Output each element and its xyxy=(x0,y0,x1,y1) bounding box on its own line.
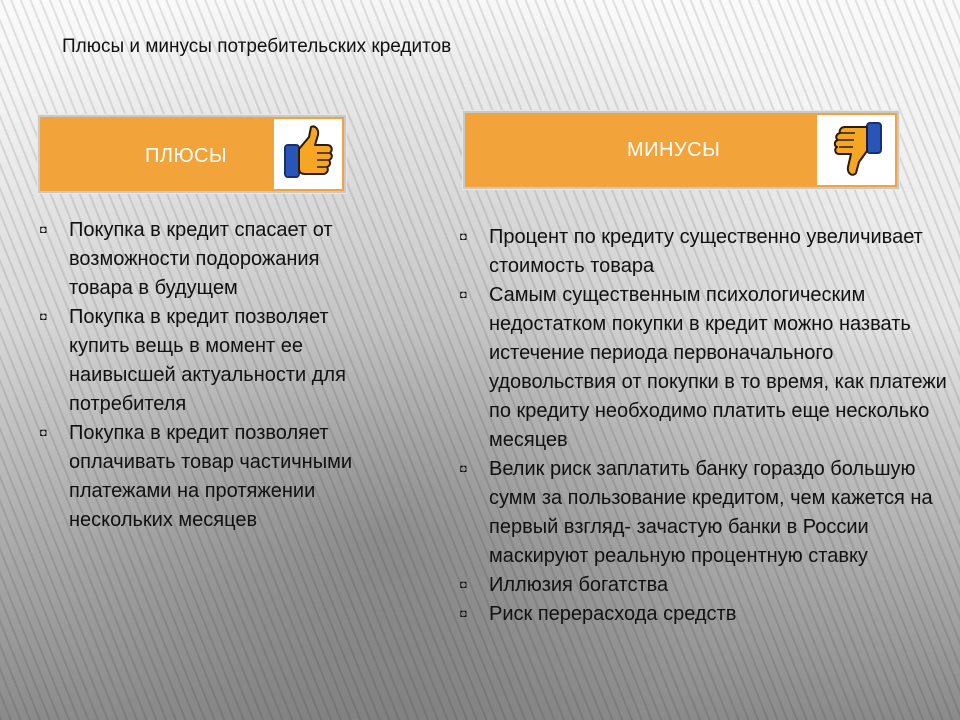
bullet-icon: ◘ xyxy=(460,231,467,243)
list-item xyxy=(40,303,370,419)
bullet-icon: ◘ xyxy=(460,289,467,301)
page-title: Плюсы и минусы потребительских кредитов xyxy=(62,36,452,57)
cons-icon-box xyxy=(817,115,895,185)
list-item-text: Процент по кредиту существенно увеличивает стоимость товара xyxy=(489,226,923,277)
list-item xyxy=(40,419,370,535)
bullet-icon: ◘ xyxy=(40,224,47,236)
bullet-icon: ◘ xyxy=(460,463,467,475)
list-item-text: Самым существенным психологическим недостатком покупки в кредит можно назвать истечение периода первоначального удовольствия от покупки в то время, как платежи по кредиту необходимо платить еще несколько месяцев xyxy=(489,284,947,451)
bullet-icon: ◘ xyxy=(40,311,47,323)
list-item-text: Покупка в кредит позволяет купить вещь в момент ее наивысшей актуальности для потребителя xyxy=(69,306,346,415)
pros-list xyxy=(40,216,370,535)
cons-header xyxy=(463,111,899,189)
bullet-icon: ◘ xyxy=(40,427,47,439)
thumbs-down-icon xyxy=(825,119,887,181)
list-item xyxy=(40,216,370,303)
list-item xyxy=(460,455,950,571)
pros-header xyxy=(38,115,346,193)
bullet-icon: ◘ xyxy=(460,608,467,620)
list-item-text: Иллюзия богатства xyxy=(489,574,669,596)
pros-header-label: ПЛЮСЫ xyxy=(145,145,228,167)
pros-icon-box xyxy=(274,119,342,189)
list-item xyxy=(460,571,950,600)
list-item-text: Риск перерасхода средств xyxy=(489,603,737,625)
cons-list xyxy=(460,223,950,629)
list-item-text: Покупка в кредит спасает от возможности подорожания товара в будущем xyxy=(69,219,333,299)
list-item xyxy=(460,600,950,629)
list-item xyxy=(460,281,950,455)
list-item-text: Велик риск заплатить банку гораздо большую сумм за пользование кредитом, чем кажется на первый взгляд- зачастую банки в России маскируют реальную процентную ставку xyxy=(489,458,933,567)
list-item xyxy=(460,223,950,281)
list-item-text: Покупка в кредит позволяет оплачивать товар частичными платежами на протяжении нескольких месяцев xyxy=(69,422,353,531)
thumbs-up-icon xyxy=(281,123,335,185)
cons-header-label: МИНУСЫ xyxy=(627,139,721,161)
bullet-icon: ◘ xyxy=(460,579,467,591)
